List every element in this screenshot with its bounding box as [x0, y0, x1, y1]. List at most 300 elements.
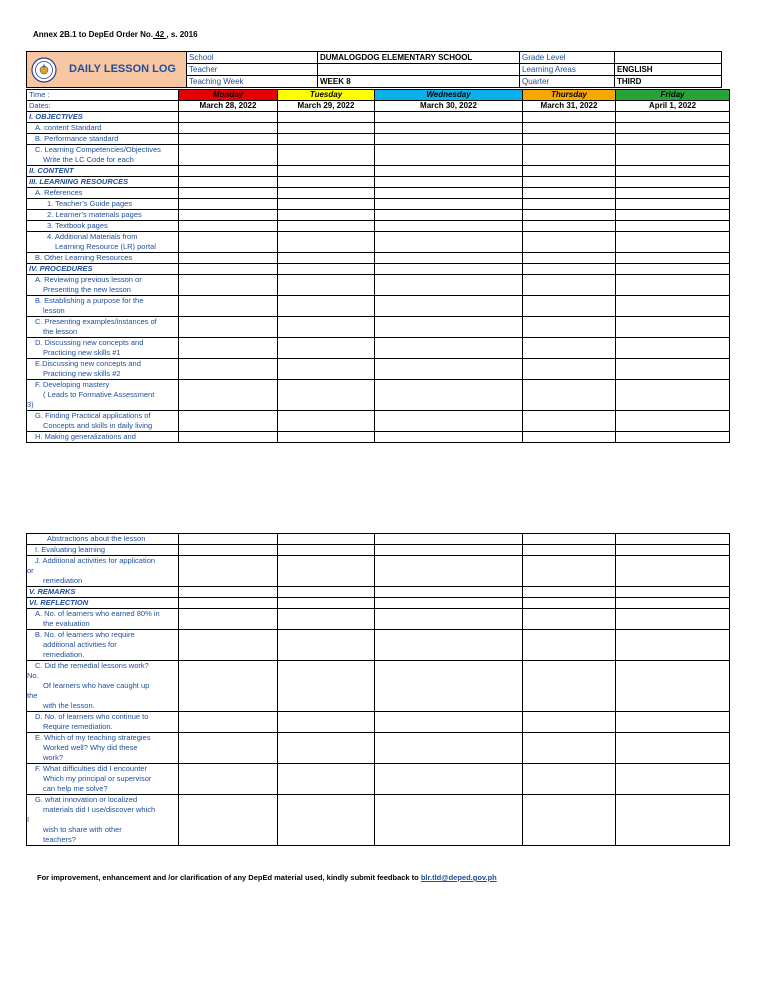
entry-cell-friday[interactable]: [616, 210, 730, 221]
entry-cell-friday[interactable]: [616, 166, 730, 177]
entry-cell-wednesday[interactable]: [375, 556, 523, 587]
row-label-line: C. Did the remedial lessons work?: [35, 661, 149, 670]
row-label: [27, 534, 179, 545]
entry-cell-tuesday[interactable]: [278, 199, 375, 210]
entry-cell-friday[interactable]: [616, 317, 730, 338]
entry-cell-tuesday[interactable]: [278, 411, 375, 432]
entry-cell-tuesday[interactable]: [278, 296, 375, 317]
table-row: [27, 556, 730, 587]
entry-cell-tuesday[interactable]: [278, 534, 375, 545]
entry-cell-monday[interactable]: [179, 534, 278, 545]
entry-cell-monday[interactable]: [179, 556, 278, 587]
row-label-line: E.Discussing new concepts and: [35, 359, 141, 368]
day-header-thursday: Thursday: [523, 90, 616, 101]
entry-cell-tuesday[interactable]: [278, 275, 375, 296]
entry-cell-wednesday[interactable]: [375, 253, 523, 264]
entry-cell-monday[interactable]: [179, 188, 278, 199]
row-label-line: B. No. of learners who require: [35, 630, 135, 639]
table-row: [27, 296, 730, 317]
entry-cell-friday[interactable]: [616, 733, 730, 764]
row-label-line: B. Performance standard: [35, 134, 119, 143]
row-label-line: remediation: [43, 576, 83, 585]
row-label: [27, 123, 179, 134]
entry-cell-friday[interactable]: [616, 275, 730, 296]
table-row: [27, 712, 730, 733]
grade-value: [615, 52, 722, 64]
row-label-line: Write the LC Code for each: [43, 155, 134, 164]
row-label: [27, 134, 179, 145]
entry-cell-friday[interactable]: [616, 359, 730, 380]
entry-cell-friday[interactable]: [616, 411, 730, 432]
quarter-label: Quarter: [520, 76, 615, 88]
entry-cell-tuesday[interactable]: [278, 177, 375, 188]
feedback-note: For improvement, enhancement and /or clarification of any DepEd material used, kindly submit feedback to blr.tld@deped.gov.ph: [37, 873, 497, 882]
entry-cell-friday[interactable]: [616, 134, 730, 145]
date-wednesday: March 30, 2022: [375, 101, 523, 112]
entry-cell-thursday[interactable]: [523, 188, 616, 199]
entry-cell-monday[interactable]: [179, 177, 278, 188]
row-label-line: F. What difficulties did I encounter: [35, 764, 148, 773]
row-label-line: remediation.: [43, 650, 85, 659]
entry-cell-thursday[interactable]: [523, 764, 616, 795]
entry-cell-tuesday[interactable]: [278, 764, 375, 795]
entry-cell-tuesday[interactable]: [278, 609, 375, 630]
entry-cell-friday[interactable]: [616, 253, 730, 264]
entry-cell-thursday[interactable]: [523, 210, 616, 221]
entry-cell-friday[interactable]: [616, 145, 730, 166]
table-row: [27, 275, 730, 296]
table-row: [27, 112, 730, 123]
entry-cell-friday[interactable]: [616, 232, 730, 253]
entry-cell-tuesday[interactable]: [278, 166, 375, 177]
time-label: Time :: [27, 90, 179, 101]
entry-cell-wednesday[interactable]: [375, 166, 523, 177]
row-label-line: Require remediation.: [43, 722, 113, 731]
entry-cell-thursday[interactable]: [523, 275, 616, 296]
entry-cell-tuesday[interactable]: [278, 123, 375, 134]
entry-cell-thursday[interactable]: [523, 534, 616, 545]
entry-cell-wednesday[interactable]: [375, 630, 523, 661]
entry-cell-monday[interactable]: [179, 275, 278, 296]
entry-cell-monday[interactable]: [179, 795, 278, 846]
row-label: [27, 587, 179, 598]
lesson-log-header: [26, 51, 722, 88]
entry-cell-monday[interactable]: [179, 317, 278, 338]
entry-cell-tuesday[interactable]: [278, 253, 375, 264]
entry-cell-tuesday[interactable]: [278, 210, 375, 221]
entry-cell-wednesday[interactable]: [375, 764, 523, 795]
table-row: [27, 317, 730, 338]
row-label: [27, 253, 179, 264]
row-label-line: F. Developing mastery: [35, 380, 110, 389]
row-label-line: 3. Textbook pages: [47, 221, 108, 230]
table-row: [27, 380, 730, 411]
entry-cell-friday[interactable]: [616, 380, 730, 411]
entry-cell-monday[interactable]: [179, 112, 278, 123]
entry-cell-thursday[interactable]: [523, 338, 616, 359]
row-label: [27, 661, 179, 712]
entry-cell-thursday[interactable]: [523, 177, 616, 188]
row-label-line: Of learners who have caught up: [43, 681, 150, 690]
entry-cell-wednesday[interactable]: [375, 199, 523, 210]
entry-cell-wednesday[interactable]: [375, 712, 523, 733]
entry-cell-thursday[interactable]: [523, 123, 616, 134]
table-row: [27, 764, 730, 795]
entry-cell-thursday[interactable]: [523, 630, 616, 661]
row-label-line: B. Establishing a purpose for the: [35, 296, 144, 305]
row-label: [27, 166, 179, 177]
row-label: [27, 795, 179, 846]
entry-cell-wednesday[interactable]: [375, 177, 523, 188]
row-label: [27, 712, 179, 733]
entry-cell-friday[interactable]: [616, 338, 730, 359]
entry-cell-monday[interactable]: [179, 145, 278, 166]
entry-cell-thursday[interactable]: [523, 661, 616, 712]
entry-cell-friday[interactable]: [616, 534, 730, 545]
row-label-line: A. References: [35, 188, 83, 197]
entry-cell-wednesday[interactable]: [375, 432, 523, 443]
row-label: [27, 112, 179, 123]
row-label-line: G. what innovation or localized: [35, 795, 138, 804]
entry-cell-friday[interactable]: [616, 264, 730, 275]
table-row: [27, 795, 730, 846]
entry-cell-monday[interactable]: [179, 253, 278, 264]
row-label: [27, 338, 179, 359]
row-label-line: can help me solve?: [43, 784, 108, 793]
entry-cell-friday[interactable]: [616, 587, 730, 598]
entry-cell-tuesday[interactable]: [278, 221, 375, 232]
entry-cell-friday[interactable]: [616, 545, 730, 556]
entry-cell-friday[interactable]: [616, 177, 730, 188]
row-label-line: J. Additional activities for application: [35, 556, 156, 565]
row-label-line: A. No. of learners who earned 80% in: [35, 609, 160, 618]
table-row: [27, 598, 730, 609]
row-label: [27, 177, 179, 188]
entry-cell-friday[interactable]: [616, 123, 730, 134]
school-label: School: [187, 52, 318, 64]
row-label: [27, 145, 179, 166]
entry-cell-wednesday[interactable]: [375, 661, 523, 712]
entry-cell-tuesday[interactable]: [278, 264, 375, 275]
deped-seal-icon: [31, 57, 57, 83]
day-header-wednesday: Wednesday: [375, 90, 523, 101]
entry-cell-monday[interactable]: [179, 545, 278, 556]
table-row: [27, 123, 730, 134]
entry-cell-thursday[interactable]: [523, 411, 616, 432]
row-label-line: A. Reviewing previous lesson or: [35, 275, 142, 284]
table-row: [27, 134, 730, 145]
entry-cell-wednesday[interactable]: [375, 609, 523, 630]
entry-cell-friday[interactable]: [616, 630, 730, 661]
table-row: [27, 545, 730, 556]
entry-cell-thursday[interactable]: [523, 432, 616, 443]
row-label-line: additional activities for: [43, 640, 117, 649]
row-label-line: lesson: [43, 306, 65, 315]
entry-cell-wednesday[interactable]: [375, 598, 523, 609]
entry-cell-monday[interactable]: [179, 630, 278, 661]
table-row: [27, 338, 730, 359]
entry-cell-wednesday[interactable]: [375, 134, 523, 145]
feedback-email-link[interactable]: blr.tld@deped.gov.ph: [420, 873, 497, 882]
entry-cell-friday[interactable]: [616, 432, 730, 443]
entry-cell-monday[interactable]: [179, 134, 278, 145]
entry-cell-friday[interactable]: [616, 188, 730, 199]
entry-cell-monday[interactable]: [179, 609, 278, 630]
teacher-value: [318, 64, 520, 76]
row-label-line: 2. Learner’s materials pages: [47, 210, 142, 219]
entry-cell-monday[interactable]: [179, 380, 278, 411]
date-tuesday: March 29, 2022: [278, 101, 375, 112]
entry-cell-thursday[interactable]: [523, 166, 616, 177]
entry-cell-tuesday[interactable]: [278, 587, 375, 598]
entry-cell-wednesday[interactable]: [375, 112, 523, 123]
table-row: [27, 253, 730, 264]
row-label-line: 3): [27, 400, 34, 409]
row-label: [27, 432, 179, 443]
entry-cell-wednesday[interactable]: [375, 145, 523, 166]
entry-cell-tuesday[interactable]: [278, 556, 375, 587]
entry-cell-thursday[interactable]: [523, 253, 616, 264]
row-label-line: No.: [27, 671, 39, 680]
row-label: [27, 232, 179, 253]
entry-cell-tuesday[interactable]: [278, 598, 375, 609]
entry-cell-friday[interactable]: [616, 764, 730, 795]
table-row: [27, 145, 730, 166]
row-label: [27, 598, 179, 609]
entry-cell-monday[interactable]: [179, 199, 278, 210]
table-row: [27, 199, 730, 210]
entry-cell-thursday[interactable]: [523, 556, 616, 587]
school-value: DUMALOGDOG ELEMENTARY SCHOOL: [318, 52, 520, 64]
entry-cell-tuesday[interactable]: [278, 432, 375, 443]
entry-cell-friday[interactable]: [616, 199, 730, 210]
row-label-line: the evaluation: [43, 619, 90, 628]
entry-cell-monday[interactable]: [179, 733, 278, 764]
date-thursday: March 31, 2022: [523, 101, 616, 112]
entry-cell-tuesday[interactable]: [278, 630, 375, 661]
entry-cell-wednesday[interactable]: [375, 359, 523, 380]
entry-cell-wednesday[interactable]: [375, 264, 523, 275]
row-label-line: V. REMARKS: [29, 587, 76, 596]
entry-cell-thursday[interactable]: [523, 795, 616, 846]
row-label-line: with the lesson.: [43, 701, 95, 710]
entry-cell-thursday[interactable]: [523, 733, 616, 764]
quarter-value: THIRD: [615, 76, 722, 88]
day-header-tuesday: Tuesday: [278, 90, 375, 101]
row-label-line: teachers?: [43, 835, 76, 844]
entry-cell-monday[interactable]: [179, 221, 278, 232]
entry-cell-thursday[interactable]: [523, 221, 616, 232]
annex-reference: Annex 2B.1 to DepEd Order No. 42 , s. 2016: [33, 30, 198, 39]
entry-cell-monday[interactable]: [179, 338, 278, 359]
row-label: [27, 609, 179, 630]
row-label-line: II. CONTENT: [29, 166, 74, 175]
entry-cell-monday[interactable]: [179, 712, 278, 733]
row-label-line: materials did I use/discover which: [43, 805, 156, 814]
row-label-line: or: [27, 566, 34, 575]
entry-cell-tuesday[interactable]: [278, 188, 375, 199]
entry-cell-monday[interactable]: [179, 432, 278, 443]
table-row: [27, 166, 730, 177]
row-label-line: E. Which of my teaching strategies: [35, 733, 151, 742]
row-label-line: Learning Resource (LR) portal: [55, 242, 156, 251]
entry-cell-thursday[interactable]: [523, 145, 616, 166]
teacher-label: Teacher: [187, 64, 318, 76]
row-label: [27, 221, 179, 232]
entry-cell-monday[interactable]: [179, 210, 278, 221]
row-label-line: IV. PROCEDURES: [29, 264, 93, 273]
entry-cell-wednesday[interactable]: [375, 795, 523, 846]
row-label: [27, 317, 179, 338]
entry-cell-wednesday[interactable]: [375, 232, 523, 253]
grade-label: Grade Level: [520, 52, 615, 64]
row-label-line: III. LEARNING RESOURCES: [29, 177, 129, 186]
row-label: [27, 359, 179, 380]
entry-cell-tuesday[interactable]: [278, 317, 375, 338]
row-label-line: wish to share with other: [43, 825, 122, 834]
row-label-line: Worked well? Why did these: [43, 743, 138, 752]
entry-cell-thursday[interactable]: [523, 609, 616, 630]
table-row: [27, 177, 730, 188]
entry-cell-thursday[interactable]: [523, 264, 616, 275]
entry-cell-wednesday[interactable]: [375, 210, 523, 221]
row-label-line: I: [27, 815, 30, 824]
entry-cell-tuesday[interactable]: [278, 661, 375, 712]
entry-cell-thursday[interactable]: [523, 712, 616, 733]
entry-cell-monday[interactable]: [179, 587, 278, 598]
entry-cell-monday[interactable]: [179, 661, 278, 712]
row-label-line: A. content Standard: [35, 123, 102, 132]
entry-cell-thursday[interactable]: [523, 134, 616, 145]
entry-cell-friday[interactable]: [616, 296, 730, 317]
entry-cell-monday[interactable]: [179, 598, 278, 609]
row-label: [27, 264, 179, 275]
entry-cell-thursday[interactable]: [523, 359, 616, 380]
entry-cell-thursday[interactable]: [523, 587, 616, 598]
entry-cell-wednesday[interactable]: [375, 338, 523, 359]
title-cell: [27, 52, 187, 88]
entry-cell-monday[interactable]: [179, 264, 278, 275]
entry-cell-friday[interactable]: [616, 661, 730, 712]
entry-cell-tuesday[interactable]: [278, 795, 375, 846]
entry-cell-thursday[interactable]: [523, 296, 616, 317]
row-label-line: D. Discussing new concepts and: [35, 338, 144, 347]
row-label-line: I. Evaluating learning: [35, 545, 106, 554]
entry-cell-thursday[interactable]: [523, 112, 616, 123]
entry-cell-tuesday[interactable]: [278, 145, 375, 166]
entry-cell-tuesday[interactable]: [278, 338, 375, 359]
entry-cell-monday[interactable]: [179, 166, 278, 177]
area-label: Learning Areas: [520, 64, 615, 76]
entry-cell-wednesday[interactable]: [375, 188, 523, 199]
entry-cell-tuesday[interactable]: [278, 712, 375, 733]
entry-cell-wednesday[interactable]: [375, 221, 523, 232]
day-header-friday: Friday: [616, 90, 730, 101]
row-label-line: Abstractions about the lesson: [47, 534, 146, 543]
entry-cell-tuesday[interactable]: [278, 232, 375, 253]
entry-cell-wednesday[interactable]: [375, 733, 523, 764]
row-label-line: C. Presenting examples/instances of: [35, 317, 157, 326]
table-row: [27, 264, 730, 275]
lesson-grid-page-2: [26, 533, 730, 846]
entry-cell-tuesday[interactable]: [278, 134, 375, 145]
entry-cell-monday[interactable]: [179, 296, 278, 317]
entry-cell-thursday[interactable]: [523, 317, 616, 338]
row-label-line: 1. Teacher’s Guide pages: [47, 199, 133, 208]
row-label: [27, 275, 179, 296]
entry-cell-monday[interactable]: [179, 359, 278, 380]
entry-cell-friday[interactable]: [616, 795, 730, 846]
page-title: DAILY LESSON LOG: [69, 63, 176, 75]
row-label-line: Practicing new skills #2: [43, 369, 121, 378]
entry-cell-thursday[interactable]: [523, 232, 616, 253]
week-value: WEEK 8: [318, 76, 520, 88]
entry-cell-thursday[interactable]: [523, 380, 616, 411]
dates-label: Dates:: [27, 101, 179, 112]
entry-cell-tuesday[interactable]: [278, 545, 375, 556]
row-label-line: C. Learning Competencies/Objectives: [35, 145, 161, 154]
table-row: [27, 587, 730, 598]
table-row: [27, 210, 730, 221]
row-label-line: B. Other Learning Resources: [35, 253, 133, 262]
entry-cell-thursday[interactable]: [523, 199, 616, 210]
time-row: [27, 90, 730, 101]
row-label-line: Concepts and skills in daily living: [43, 421, 153, 430]
table-row: [27, 432, 730, 443]
row-label: [27, 210, 179, 221]
dates-row: [27, 101, 730, 112]
row-label-line: the lesson: [43, 327, 78, 336]
row-label-line: Presenting the new lesson: [43, 285, 131, 294]
entry-cell-wednesday[interactable]: [375, 380, 523, 411]
entry-cell-wednesday[interactable]: [375, 296, 523, 317]
entry-cell-monday[interactable]: [179, 411, 278, 432]
row-label-line: Practicing new skills #1: [43, 348, 121, 357]
row-label-line: work?: [43, 753, 64, 762]
entry-cell-wednesday[interactable]: [375, 275, 523, 296]
entry-cell-monday[interactable]: [179, 232, 278, 253]
row-label-line: 4. Additional Materials from: [47, 232, 138, 241]
entry-cell-wednesday[interactable]: [375, 587, 523, 598]
entry-cell-friday[interactable]: [616, 609, 730, 630]
entry-cell-wednesday[interactable]: [375, 317, 523, 338]
entry-cell-friday[interactable]: [616, 221, 730, 232]
row-label-line: Which my principal or supervisor: [43, 774, 152, 783]
row-label-line: I. OBJECTIVES: [29, 112, 83, 121]
entry-cell-wednesday[interactable]: [375, 123, 523, 134]
entry-cell-friday[interactable]: [616, 598, 730, 609]
entry-cell-thursday[interactable]: [523, 598, 616, 609]
entry-cell-monday[interactable]: [179, 764, 278, 795]
entry-cell-tuesday[interactable]: [278, 359, 375, 380]
entry-cell-wednesday[interactable]: [375, 534, 523, 545]
row-label-line: H. Making generalizations and: [35, 432, 136, 441]
entry-cell-thursday[interactable]: [523, 545, 616, 556]
table-row: [27, 534, 730, 545]
entry-cell-wednesday[interactable]: [375, 545, 523, 556]
table-row: [27, 232, 730, 253]
entry-cell-monday[interactable]: [179, 123, 278, 134]
row-label: [27, 296, 179, 317]
entry-cell-tuesday[interactable]: [278, 112, 375, 123]
entry-cell-friday[interactable]: [616, 712, 730, 733]
entry-cell-wednesday[interactable]: [375, 411, 523, 432]
row-label: [27, 199, 179, 210]
entry-cell-tuesday[interactable]: [278, 733, 375, 764]
entry-cell-friday[interactable]: [616, 112, 730, 123]
entry-cell-friday[interactable]: [616, 556, 730, 587]
entry-cell-tuesday[interactable]: [278, 380, 375, 411]
